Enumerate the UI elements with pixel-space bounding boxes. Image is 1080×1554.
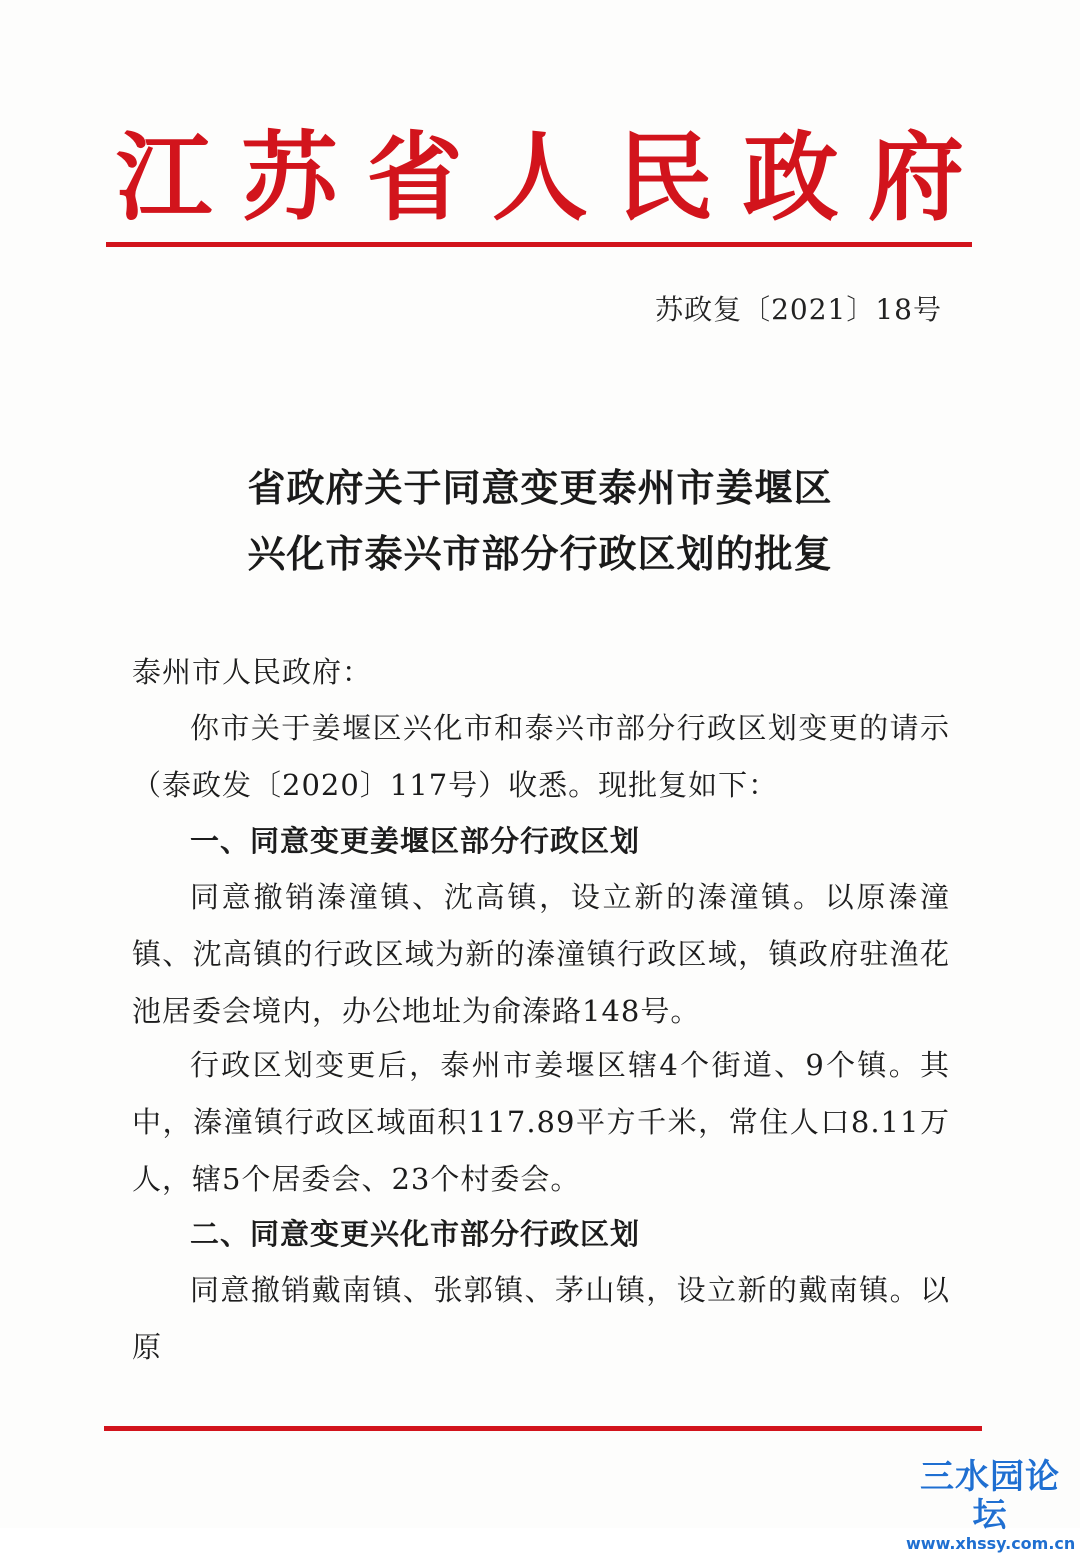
salutation: 泰州市人民政府： bbox=[132, 655, 373, 689]
header-red-divider bbox=[106, 242, 972, 247]
section-heading-2: 二、同意变更兴化市部分行政区划 bbox=[190, 1217, 641, 1251]
document-title-line-2: 兴化市泰兴市部分行政区划的批复 bbox=[247, 532, 833, 576]
footer-red-divider bbox=[104, 1426, 982, 1431]
site-watermark bbox=[906, 1457, 1076, 1553]
title-char: 府 bbox=[867, 121, 964, 234]
issuing-authority-title bbox=[108, 118, 972, 238]
document-number: 苏政复〔2021〕18号 bbox=[655, 293, 942, 326]
body-paragraph: 行政区划变更后，泰州市姜堰区辖4个街道、9个镇。其中，溱潼镇行政区域面积117.89平方千米，常住人口8.11万人，辖5个居委会、23个村委会。 bbox=[132, 1048, 950, 1196]
section-heading-1: 一、同意变更姜堰区部分行政区划 bbox=[190, 824, 641, 858]
title-char: 人 bbox=[491, 121, 588, 234]
document-title-line-1: 省政府关于同意变更泰州市姜堰区 bbox=[247, 466, 833, 510]
title-char: 苏 bbox=[241, 121, 338, 234]
title-char: 政 bbox=[742, 121, 839, 234]
title-char: 省 bbox=[366, 121, 463, 234]
watermark-logo-text: 三水园论坛 bbox=[920, 1457, 1060, 1535]
body-paragraph: 你市关于姜堰区兴化市和泰兴市部分行政区划变更的请示（泰政发〔2020〕117号）收悉。现批复如下： bbox=[132, 711, 950, 802]
body-paragraph: 同意撤销溱潼镇、沈高镇，设立新的溱潼镇。以原溱潼镇、沈高镇的行政区域为新的溱潼镇行政区域，镇政府驻渔花池居委会境内，办公地址为俞溱路148号。 bbox=[132, 880, 950, 1028]
title-char: 江 bbox=[116, 121, 212, 234]
watermark-url: www.xhssy.com.cn bbox=[906, 1534, 1076, 1553]
body-paragraph: 同意撤销戴南镇、张郭镇、茅山镇，设立新的戴南镇。以原 bbox=[132, 1273, 950, 1364]
title-char: 民 bbox=[617, 121, 714, 234]
